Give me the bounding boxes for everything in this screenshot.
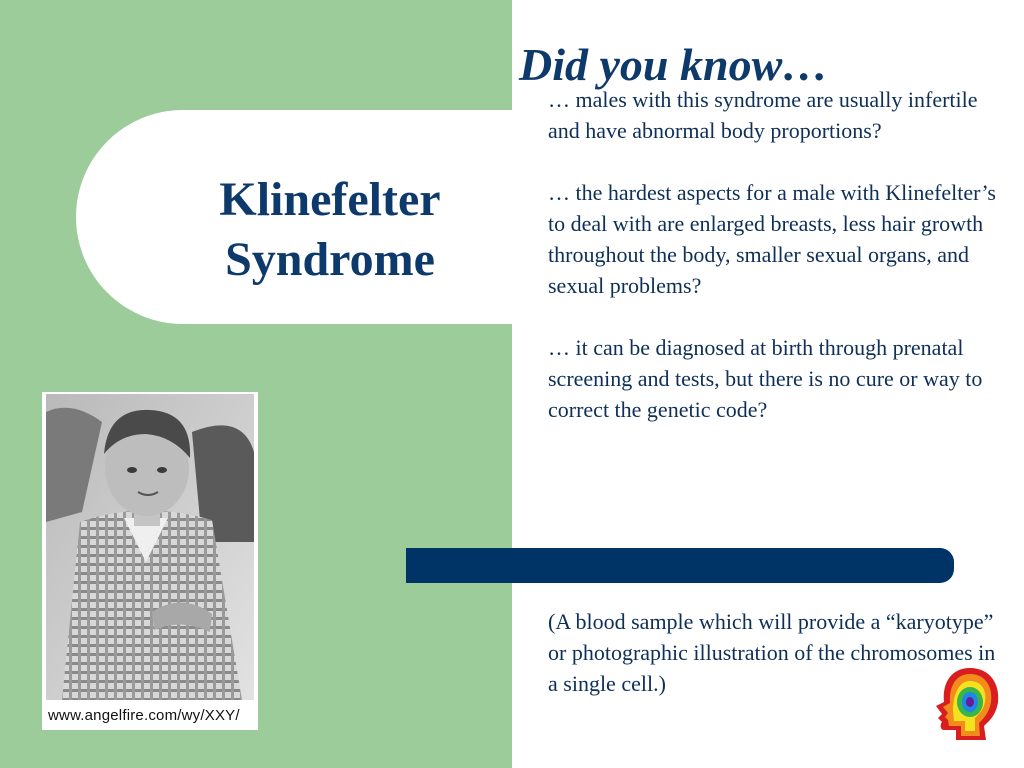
did-you-know-heading: Did you know…: [519, 39, 829, 90]
fact-item: … males with this syndrome are usually infertile and have abnormal body proportions?: [548, 87, 978, 143]
fact-list: [548, 84, 998, 425]
slide-title: Klinefelter Syndrome: [219, 173, 441, 286]
karyotype-note: (A blood sample which will provide a “karyotype” or photographic illustration of the chromosomes in a single cell.): [548, 609, 996, 696]
fact-item: … the hardest aspects for a male with Klinefelter’s to deal with are enlarged breasts, less hair growth throughout the body, smaller sexual organs, and sexual problems?: [548, 180, 996, 298]
boy-photo: [42, 392, 258, 730]
photo-image: [42, 392, 258, 730]
photo-caption: www.angelfire.com/wy/XXY/: [48, 707, 240, 724]
navy-divider-bar: [406, 548, 954, 583]
rainbow-head-icon: [934, 666, 1000, 742]
fact-item: … it can be diagnosed at birth through prenatal screening and tests, but there is no cure or way to correct the genetic code?: [548, 335, 983, 422]
